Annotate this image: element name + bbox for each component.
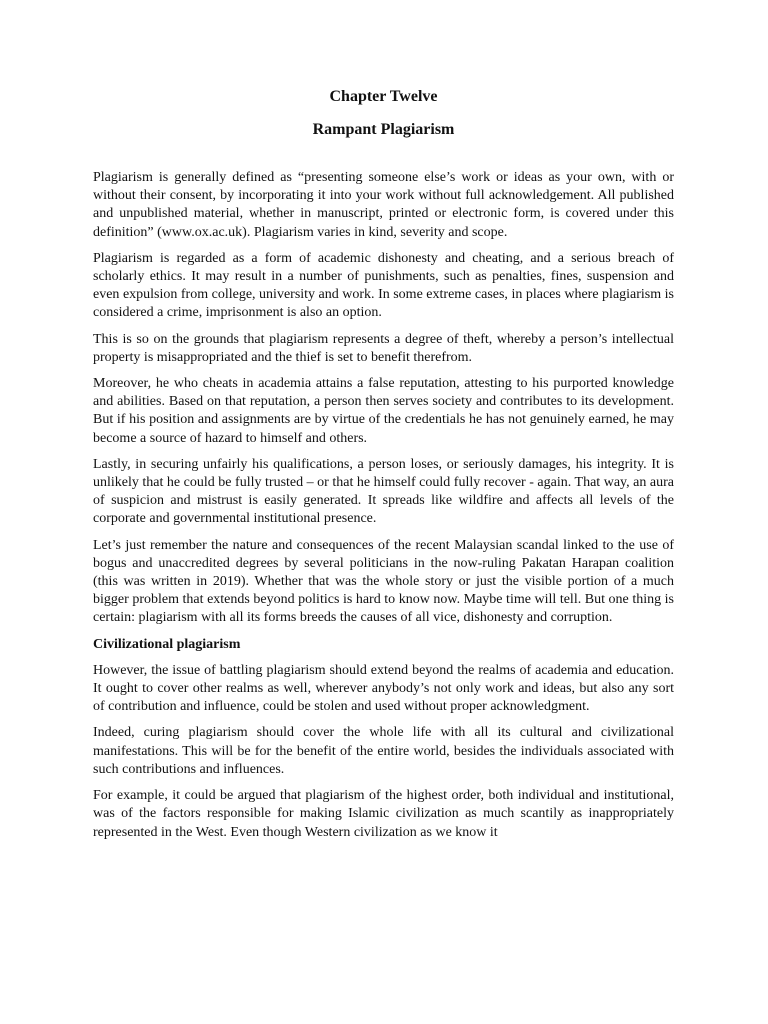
paragraph: This is so on the grounds that plagiarism represents a degree of theft, whereby a person’s intellectual property is misappropriated and the thief is set to benefit therefrom. (93, 331, 674, 365)
chapter-title: Rampant Plagiarism (312, 121, 455, 138)
paragraph: Plagiarism is generally defined as “presenting someone else’s work or ideas as your own, with or without their consent, by incorporating it into your work without full acknowledgement. All published and unpublished material, whether in manuscript, printed or electronic form, is covered under this definition” (www.ox.ac.uk). Plagiarism varies in kind, severity and scope. (93, 170, 674, 240)
section-subheading: Civilizational plagiarism (93, 636, 241, 652)
paragraph: Moreover, he who cheats in academia attains a false reputation, attesting to his purported knowledge and abilities. Based on that reputation, a person then serves society and contributes to its development. But if his position and assignments are by virtue of the credentials he has not genuinely earned, he may become a source of hazard to himself and others. (93, 376, 674, 446)
paragraph: However, the issue of battling plagiarism should extend beyond the realms of academia and education. It ought to cover other realms as well, wherever anybody’s not only work and ideas, but also any sort of contribution and influence, could be stolen and used without proper acknowledgment. (93, 662, 674, 715)
paragraph: Plagiarism is regarded as a form of academic dishonesty and cheating, and a serious breach of scholarly ethics. It may result in a number of punishments, such as penalties, fines, suspension and even expulsion from college, university and work. In some extreme cases, in places where plagiarism is considered a crime, imprisonment is also an option. (93, 250, 674, 321)
paragraph: Let’s just remember the nature and consequences of the recent Malaysian scandal linked to the use of bogus and unaccredited degrees by several politicians in the now-ruling Pakatan Harapan coalition (this was written in 2019). Whether that was the whole story or just the visible portion of a much bigger problem that extends beyond politics is hard to know now. Maybe time will tell. But one thing is certain: plagiarism with all its forms breeds the causes of all vice, dishonesty and corruption. (93, 537, 674, 626)
paragraph: Indeed, curing plagiarism should cover the whole life with all its cultural and civilizational manifestations. This will be for the benefit of the entire world, besides the individuals associated with such contributions and influences. (93, 725, 674, 777)
body-text (93, 169, 674, 842)
paragraph: Lastly, in securing unfairly his qualifications, a person loses, or seriously damages, his integrity. It is unlikely that he could be fully trusted – or that he himself could fully recover - again. That way, an aura of suspicion and mistrust is easily generated. It spreads like wildfire and affects all levels of the corporate and governmental institutional presence. (93, 456, 674, 527)
chapter-heading: Chapter Twelve (329, 88, 438, 105)
document-page (93, 86, 674, 850)
paragraph: For example, it could be argued that plagiarism of the highest order, both individual and institutional, was of the factors responsible for making Islamic civilization as much scantily as inappropriately represented in the West. Even though Western civilization as we know it (93, 788, 674, 840)
